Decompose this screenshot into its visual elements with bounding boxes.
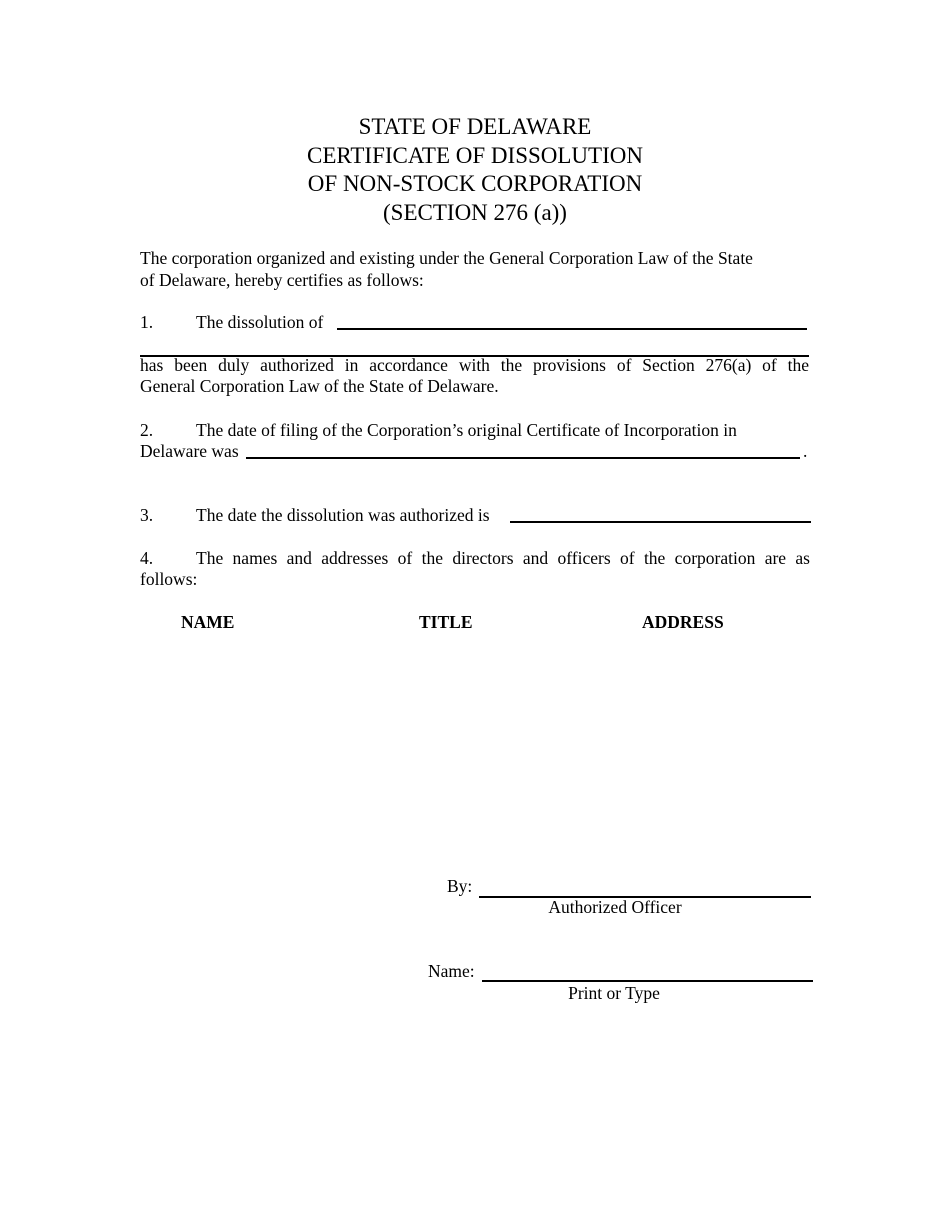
item-2-line-1: The date of filing of the Corporation’s original Certificate of Incorporation in — [196, 420, 737, 440]
item-2-number: 2. — [140, 420, 154, 440]
document-title — [0, 113, 950, 227]
signature-by-label: By: — [447, 876, 473, 896]
column-header-name: NAME — [181, 612, 235, 632]
item-1-number: 1. — [140, 312, 154, 332]
item-3-number: 3. — [140, 505, 154, 525]
item-4-line-1-part: The names and addresses of the directors and officers of the corporation are as — [196, 548, 810, 568]
signer-name-field[interactable] — [482, 980, 813, 982]
item-2-period: . — [803, 441, 808, 461]
intro-line-1: The corporation organized and existing under the General Corporation Law of the State — [140, 248, 753, 268]
title-corporation-type: OF NON-STOCK CORPORATION — [307, 171, 643, 196]
item-3-label: The date the dissolution was authorized is — [196, 505, 490, 525]
signer-name-caption: Print or Type — [568, 983, 660, 1003]
title-certificate: CERTIFICATE OF DISSOLUTION — [307, 142, 643, 168]
title-state: STATE OF DELAWARE — [358, 114, 592, 139]
item-1-line-3: General Corporation Law of the State of Delaware. — [140, 376, 499, 396]
signer-name-label: Name: — [428, 961, 475, 981]
signature-caption: Authorized Officer — [548, 897, 682, 917]
dissolution-date-field[interactable] — [510, 521, 811, 523]
title-section: (SECTION 276 (a)) — [383, 199, 567, 225]
item-4-line-2: follows: — [140, 569, 198, 589]
incorporation-date-field[interactable] — [246, 457, 800, 459]
column-header-title: TITLE — [419, 612, 473, 632]
column-header-address: ADDRESS — [642, 612, 724, 632]
intro-line-2: of Delaware, hereby certifies as follows: — [140, 270, 424, 290]
item-2-line-2-label: Delaware was — [140, 441, 239, 461]
item-4-number: 4. — [140, 548, 154, 568]
item-1-label: The dissolution of — [196, 312, 324, 332]
item-1-line-2: has been duly authorized in accordance with the provisions of Section 276(a) of the — [140, 355, 809, 375]
corporation-name-field[interactable] — [337, 328, 807, 330]
